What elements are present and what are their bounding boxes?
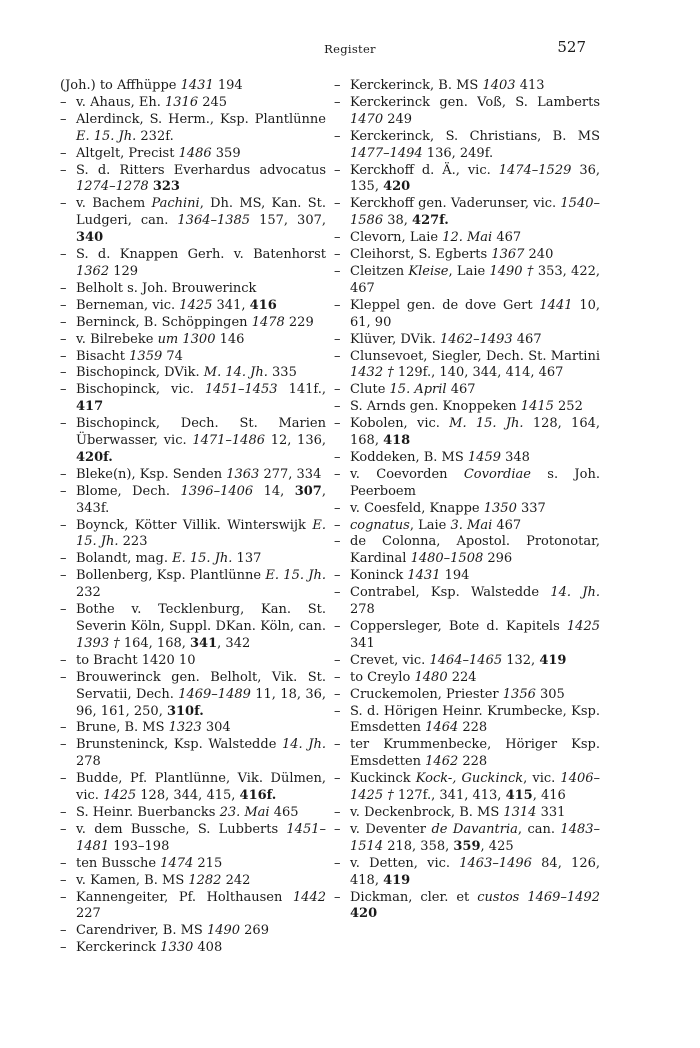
- entry-dash: –: [60, 821, 67, 837]
- index-entry: [334, 737, 600, 771]
- entry-dash: –: [334, 399, 341, 415]
- entry-dash: –: [334, 94, 341, 110]
- entry-text: Kerckhoff d. Ä., vic. 1474–1529 36, 135, 420: [350, 162, 601, 195]
- index-entry: [60, 332, 326, 349]
- entry-dash: –: [60, 145, 67, 161]
- entry-dash: –: [334, 821, 341, 837]
- index-entry: [60, 78, 326, 95]
- index-entry: [334, 619, 600, 653]
- entry-text: to Bracht 1420 10: [76, 652, 196, 668]
- entry-text: v. dem Bussche, S. Lubberts 1451–1481 193–198: [76, 821, 326, 854]
- index-entry: [60, 112, 326, 146]
- entry-text: Bleke(n), Ksp. Senden 1363 277, 334: [76, 466, 322, 482]
- index-entry: [334, 399, 600, 416]
- index-entry: [60, 771, 326, 805]
- entry-dash: –: [60, 466, 67, 482]
- index-entry: [334, 704, 600, 738]
- entry-dash: –: [334, 686, 341, 702]
- index-entry: [334, 349, 600, 383]
- entry-dash: –: [334, 162, 341, 178]
- entry-text: Contrabel, Ksp. Walstedde 14. Jh. 278: [350, 585, 600, 618]
- entry-dash: –: [60, 855, 67, 871]
- entry-dash: –: [334, 466, 341, 482]
- entry-text: Brunsteninck, Ksp. Walstedde 14. Jh. 278: [76, 737, 326, 770]
- entry-dash: –: [334, 500, 341, 516]
- index-entry: [334, 670, 600, 687]
- entry-dash: –: [334, 449, 341, 465]
- entry-text: Kannengeiter, Pf. Holthausen 1442 227: [76, 889, 326, 922]
- entry-text: S. Arnds gen. Knoppeken 1415 252: [350, 399, 583, 415]
- index-entry: [60, 196, 326, 247]
- entry-dash: –: [60, 771, 67, 787]
- entry-text: v. Kamen, B. MS 1282 242: [76, 872, 251, 888]
- entry-text: v. Bilrebeke um 1300 146: [76, 331, 245, 347]
- entry-text: Bischopinck, DVik. M. 14. Jh. 335: [76, 365, 297, 381]
- index-entry: [60, 518, 326, 552]
- entry-text: Bischopinck, Dech. St. Marien Überwasser, vic. 1471–1486 12, 136, 420f.: [76, 416, 327, 465]
- entry-dash: –: [334, 737, 341, 753]
- entry-text: v. Coevorden Covordiae s. Joh. Peerboem: [350, 466, 600, 499]
- entry-text: Kerckerinck gen. Voß, S. Lamberts 1470 249: [350, 94, 600, 127]
- index-entry: [60, 805, 326, 822]
- entry-text: Bisacht 1359 74: [76, 348, 183, 364]
- index-entry: [334, 771, 600, 805]
- entry-text: S. d. Hörigen Heinr. Krumbecke, Ksp. Emsdetten 1464 228: [350, 703, 600, 736]
- index-entry: [60, 382, 326, 416]
- entry-dash: –: [334, 230, 341, 246]
- index-entry: [60, 281, 326, 298]
- index-entry: [60, 551, 326, 568]
- index-column-right: [334, 78, 600, 923]
- index-entry: [334, 805, 600, 822]
- index-entry: [60, 315, 326, 332]
- entry-text: v. Coesfeld, Knappe 1350 337: [350, 500, 546, 516]
- entry-dash: –: [60, 162, 67, 178]
- entry-text: v. Ahaus, Eh. 1316 245: [76, 94, 228, 110]
- index-entry: [334, 568, 600, 585]
- entry-dash: –: [60, 889, 67, 905]
- entry-text: Koninck 1431 194: [350, 568, 470, 584]
- entry-dash: –: [334, 534, 341, 550]
- entry-text: cognatus, Laie 3. Mai 467: [350, 517, 522, 533]
- index-entry: [60, 720, 326, 737]
- entry-dash: –: [334, 348, 341, 364]
- entry-dash: –: [60, 602, 67, 618]
- entry-text: Berninck, B. Schöppingen 1478 229: [76, 314, 314, 330]
- index-entry: [60, 653, 326, 670]
- index-entry: [60, 602, 326, 653]
- index-entry: [60, 923, 326, 940]
- index-entry: [60, 298, 326, 315]
- entry-dash: –: [334, 855, 341, 871]
- entry-dash: –: [334, 585, 341, 601]
- index-entry: [60, 146, 326, 163]
- entry-text: S. d. Knappen Gerh. v. Batenhorst 1362 129: [76, 247, 326, 279]
- entry-text: Clunsevoet, Siegler, Dech. St. Martini 1432 † 129f., 140, 344, 414, 467: [350, 348, 600, 381]
- entry-text: ten Bussche 1474 215: [76, 855, 223, 871]
- index-entry: [334, 298, 600, 332]
- entry-text: Clevorn, Laie 12. Mai 467: [350, 230, 522, 246]
- entry-dash: –: [334, 247, 341, 263]
- entry-text: S. Heinr. Buerbancks 23. Mai 465: [76, 804, 299, 820]
- entry-dash: –: [334, 771, 341, 787]
- index-entry: [60, 940, 326, 957]
- entry-text: (Joh.) to Affhüppe 1431 194: [60, 78, 243, 93]
- index-entry: [60, 484, 326, 518]
- entry-text: Bothe v. Tecklenburg, Kan. St. Severin Köln, Suppl. DKan. Köln, can. 1393 † 164, 168, 341, 342: [76, 602, 326, 651]
- entry-dash: –: [334, 297, 341, 313]
- entry-text: Belholt s. Joh. Brouwerinck: [76, 280, 257, 296]
- entry-dash: –: [60, 737, 67, 753]
- entry-dash: –: [334, 804, 341, 820]
- entry-text: ter Krummenbecke, Höriger Ksp. Emsdetten 1462 228: [350, 737, 600, 770]
- entry-dash: –: [60, 348, 67, 364]
- entry-text: Carendriver, B. MS 1490 269: [76, 923, 269, 939]
- index-entry: [334, 518, 600, 535]
- entry-text: Cleihorst, S. Egberts 1367 240: [350, 247, 554, 263]
- index-entry: [60, 365, 326, 382]
- entry-dash: –: [334, 128, 341, 144]
- entry-dash: –: [60, 416, 67, 432]
- entry-text: Kobolen, vic. M. 15. Jh. 128, 164, 168, 418: [350, 416, 601, 449]
- entry-dash: –: [334, 568, 341, 584]
- index-entry: [334, 163, 600, 197]
- index-entry: [334, 264, 600, 298]
- entry-text: de Colonna, Apostol. Protonotar, Kardinal 1480–1508 296: [350, 534, 600, 567]
- entry-text: Berneman, vic. 1425 341, 416: [76, 297, 277, 313]
- entry-dash: –: [60, 111, 67, 127]
- index-entry: [60, 890, 326, 924]
- entry-dash: –: [60, 483, 67, 499]
- entry-text: Brouwerinck gen. Belholt, Vik. St. Servatii, Dech. 1469–1489 11, 18, 36, 96, 161, 250, 310f.: [76, 669, 327, 719]
- entry-dash: –: [60, 382, 67, 398]
- entry-dash: –: [60, 804, 67, 820]
- index-entry: [334, 78, 600, 95]
- index-entry: [60, 873, 326, 890]
- index-entry: [60, 95, 326, 112]
- entry-dash: –: [60, 720, 67, 736]
- entry-text: Coppersleger, Bote d. Kapitels 1425 341: [350, 619, 600, 651]
- entry-text: Bischopinck, vic. 1451–1453 141f., 417: [76, 382, 326, 415]
- entry-dash: –: [60, 196, 67, 212]
- index-entry: [60, 247, 326, 281]
- index-entry: [334, 687, 600, 704]
- entry-dash: –: [60, 247, 67, 263]
- entry-text: S. d. Ritters Everhardus advocatus 1274–1278 323: [76, 162, 326, 195]
- entry-text: Kerckhoff gen. Vaderunser, vic. 1540–1586 38, 427f.: [350, 196, 600, 229]
- entry-dash: –: [334, 78, 341, 93]
- entry-text: Bollenberg, Ksp. Plantlünne E. 15. Jh. 232: [76, 568, 326, 601]
- entry-text: Kerckerinck, B. MS 1403 413: [350, 78, 545, 93]
- entry-text: Clute 15. April 467: [350, 382, 476, 398]
- index-entry: [60, 416, 326, 467]
- index-entry: [334, 382, 600, 399]
- entry-dash: –: [334, 331, 341, 347]
- entry-dash: –: [60, 568, 67, 584]
- entry-dash: –: [60, 314, 67, 330]
- entry-dash: –: [334, 889, 341, 905]
- entry-dash: –: [334, 652, 341, 668]
- entry-text: v. Detten, vic. 1463–1496 84, 126, 418, 419: [350, 855, 600, 888]
- entry-text: Kerckerinck, S. Christians, B. MS 1477–1494 136, 249f.: [350, 128, 600, 161]
- entry-dash: –: [334, 619, 341, 634]
- entry-dash: –: [60, 551, 67, 567]
- entry-text: Cleitzen Kleise, Laie 1490 † 353, 422, 467: [350, 263, 601, 296]
- entry-text: Altgelt, Precist 1486 359: [76, 145, 241, 161]
- index-entry: [60, 568, 326, 602]
- entry-dash: –: [334, 263, 341, 279]
- entry-dash: –: [60, 940, 67, 956]
- entry-text: Kleppel gen. de dove Gert 1441 10, 61, 90: [350, 297, 600, 330]
- index-entry: [334, 585, 600, 619]
- index-entry: [334, 416, 600, 450]
- entry-text: Budde, Pf. Plantlünne, Vik. Dülmen, vic. 1425 128, 344, 415, 416f.: [76, 771, 326, 804]
- entry-dash: –: [60, 94, 67, 110]
- running-head: Register: [324, 42, 376, 56]
- entry-dash: –: [334, 517, 341, 533]
- index-entry: [334, 534, 600, 568]
- entry-dash: –: [334, 669, 341, 685]
- index-entry: [60, 856, 326, 873]
- index-entry: [334, 129, 600, 163]
- index-entry: [60, 737, 326, 771]
- entry-text: Boynck, Kötter Villik. Winterswijk E. 15. Jh. 223: [76, 517, 326, 550]
- entry-text: Blome, Dech. 1396–1406 14, 307, 343f.: [76, 483, 326, 516]
- entry-text: Koddeken, B. MS 1459 348: [350, 449, 530, 465]
- index-entry: [334, 450, 600, 467]
- index-entry: [60, 822, 326, 856]
- index-entry: [60, 467, 326, 484]
- entry-dash: –: [60, 297, 67, 313]
- index-column-left: [60, 78, 326, 957]
- index-entry: [334, 196, 600, 230]
- entry-text: Kuckinck Kock-, Guckinck, vic. 1406–1425 † 127f., 341, 413, 415, 416: [350, 771, 601, 804]
- index-entry: [334, 822, 600, 856]
- entry-dash: –: [60, 923, 67, 939]
- index-entry: [334, 95, 600, 129]
- page-number: 527: [557, 38, 586, 56]
- index-entry: [60, 163, 326, 197]
- index-entry: [334, 230, 600, 247]
- index-entry: [334, 467, 600, 501]
- entry-text: Dickman, cler. et custos 1469–1492 420: [350, 889, 600, 922]
- entry-dash: –: [334, 416, 341, 432]
- index-entry: [334, 332, 600, 349]
- entry-dash: –: [334, 196, 341, 212]
- index-entry: [334, 653, 600, 670]
- entry-text: Cruckemolen, Priester 1356 305: [350, 686, 565, 702]
- index-entry: [60, 349, 326, 366]
- index-entry: [60, 670, 326, 721]
- entry-dash: –: [60, 517, 67, 533]
- entry-dash: –: [60, 872, 67, 888]
- entry-dash: –: [334, 382, 341, 398]
- entry-text: Crevet, vic. 1464–1465 132, 419: [350, 652, 567, 668]
- entry-dash: –: [60, 280, 67, 296]
- entry-text: v. Deventer de Davantria, can. 1483–1514 218, 358, 359, 425: [350, 821, 601, 854]
- entry-text: to Creylo 1480 224: [350, 669, 477, 685]
- entry-dash: –: [60, 652, 67, 668]
- entry-text: Bolandt, mag. E. 15. Jh. 137: [76, 551, 262, 567]
- entry-dash: –: [60, 365, 67, 381]
- entry-text: Alerdinck, S. Herm., Ksp. Plantlünne E. 15. Jh. 232f.: [76, 111, 326, 144]
- index-entry: [334, 856, 600, 890]
- entry-dash: –: [334, 703, 341, 719]
- entry-dash: –: [60, 331, 67, 347]
- entry-text: Brune, B. MS 1323 304: [76, 720, 231, 736]
- index-entry: [334, 501, 600, 518]
- entry-text: Kerckerinck 1330 408: [76, 940, 223, 956]
- entry-text: v. Deckenbrock, B. MS 1314 331: [350, 804, 566, 820]
- entry-dash: –: [60, 669, 67, 685]
- entry-text: v. Bachem Pachini, Dh. MS, Kan. St. Ludgeri, can. 1364–1385 157, 307, 340: [76, 196, 326, 246]
- index-entry: [334, 890, 600, 924]
- index-entry: [334, 247, 600, 264]
- entry-text: Klüver, DVik. 1462–1493 467: [350, 331, 542, 347]
